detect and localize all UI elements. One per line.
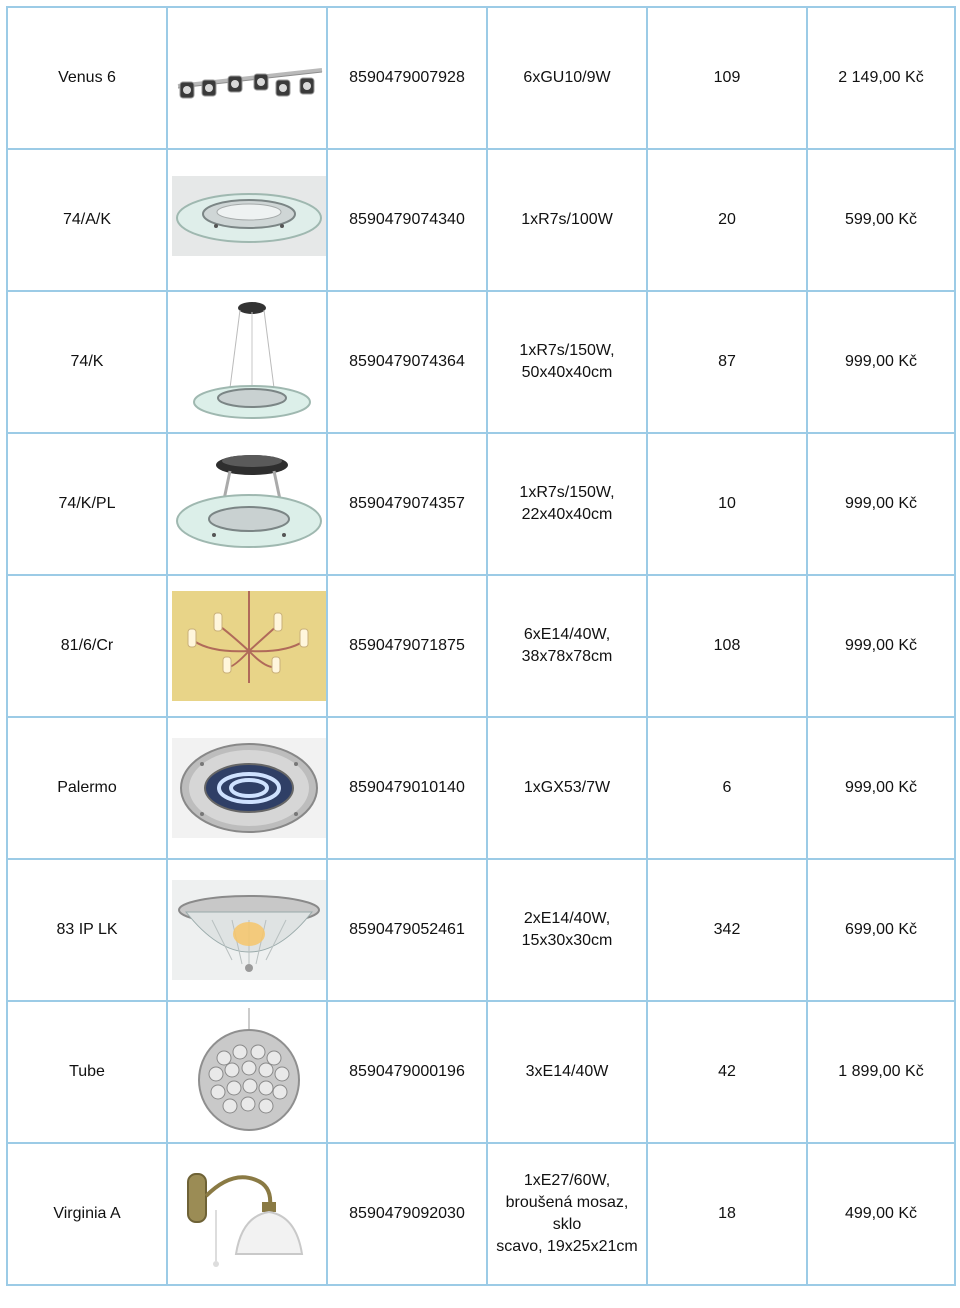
spec-line: 3xE14/40W (525, 1063, 609, 1080)
ceiling-glass-disc-icon (172, 170, 326, 270)
product-name: Virginia A (7, 1143, 167, 1285)
table-row (7, 717, 955, 859)
product-name: Tube (7, 1001, 167, 1143)
ean-code: 8590479010140 (327, 717, 487, 859)
price: 2 149,00 Kč (807, 7, 955, 149)
spec-line: 50x40x40cm (521, 364, 613, 381)
product-image-cell (167, 717, 327, 859)
product-image-cell (167, 575, 327, 717)
ribbed-glass-ceiling-icon (172, 880, 326, 980)
ean-code: 8590479071875 (327, 575, 487, 717)
stock-quantity: 108 (647, 575, 807, 717)
spec-line: 2xE14/40W, (523, 910, 611, 927)
price: 999,00 Kč (807, 291, 955, 433)
price: 999,00 Kč (807, 575, 955, 717)
product-image-cell (167, 291, 327, 433)
product-image-cell (167, 1001, 327, 1143)
product-name: Venus 6 (7, 7, 167, 149)
spotlight-bar-icon (172, 28, 326, 128)
recessed-ground-light-icon (172, 738, 326, 838)
table-row (7, 7, 955, 149)
spec-cell (487, 717, 647, 859)
product-catalog-page (6, 6, 954, 1286)
spec-line: 6xGU10/9W (523, 69, 611, 86)
price: 699,00 Kč (807, 859, 955, 1001)
stock-quantity: 87 (647, 291, 807, 433)
product-name: 83 IP LK (7, 859, 167, 1001)
spec-cell (487, 859, 647, 1001)
product-name: 74/K (7, 291, 167, 433)
product-image-cell (167, 433, 327, 575)
product-name: 81/6/Cr (7, 575, 167, 717)
spec-line: 6xE14/40W, (523, 626, 611, 643)
product-image-cell (167, 149, 327, 291)
spec-line: 15x30x30cm (521, 932, 613, 949)
spec-line: 38x78x78cm (521, 648, 613, 665)
stock-quantity: 6 (647, 717, 807, 859)
spec-line: 1xR7s/100W (521, 211, 613, 228)
crystal-ball-pendant-icon (172, 1008, 326, 1136)
wall-sconce-icon (172, 1150, 326, 1278)
spec-cell (487, 1001, 647, 1143)
ean-code: 8590479074364 (327, 291, 487, 433)
spec-line: 22x40x40cm (521, 506, 613, 523)
product-table (6, 6, 956, 1286)
product-image-cell (167, 1143, 327, 1285)
product-name: 74/A/K (7, 149, 167, 291)
candle-chandelier-icon (172, 591, 326, 701)
product-name: 74/K/PL (7, 433, 167, 575)
table-row (7, 1001, 955, 1143)
table-row (7, 859, 955, 1001)
price: 1 899,00 Kč (807, 1001, 955, 1143)
price: 999,00 Kč (807, 717, 955, 859)
table-row (7, 149, 955, 291)
spec-cell (487, 575, 647, 717)
ean-code: 8590479052461 (327, 859, 487, 1001)
table-row (7, 291, 955, 433)
stock-quantity: 18 (647, 1143, 807, 1285)
stock-quantity: 342 (647, 859, 807, 1001)
spec-line: 1xR7s/150W, (519, 484, 615, 501)
ean-code: 8590479000196 (327, 1001, 487, 1143)
product-name: Palermo (7, 717, 167, 859)
stock-quantity: 109 (647, 7, 807, 149)
spec-line: broušená mosaz, sklo (505, 1194, 629, 1233)
stock-quantity: 20 (647, 149, 807, 291)
spec-cell (487, 7, 647, 149)
price: 999,00 Kč (807, 433, 955, 575)
spec-cell (487, 433, 647, 575)
spec-line: 1xGX53/7W (523, 779, 611, 796)
ean-code: 8590479007928 (327, 7, 487, 149)
price: 599,00 Kč (807, 149, 955, 291)
ean-code: 8590479074357 (327, 433, 487, 575)
semi-flush-glass-disc-icon (172, 449, 326, 559)
spec-cell (487, 149, 647, 291)
price: 499,00 Kč (807, 1143, 955, 1285)
ean-code: 8590479074340 (327, 149, 487, 291)
table-row (7, 433, 955, 575)
table-row (7, 1143, 955, 1285)
product-image-cell (167, 7, 327, 149)
spec-line: scavo, 19x25x21cm (496, 1238, 638, 1255)
spec-cell (487, 291, 647, 433)
product-image-cell (167, 859, 327, 1001)
spec-line: 1xE27/60W, (523, 1172, 611, 1189)
spec-line: 1xR7s/150W, (519, 342, 615, 359)
stock-quantity: 10 (647, 433, 807, 575)
pendant-glass-disc-icon (172, 298, 326, 426)
table-row (7, 575, 955, 717)
spec-cell (487, 1143, 647, 1285)
ean-code: 8590479092030 (327, 1143, 487, 1285)
stock-quantity: 42 (647, 1001, 807, 1143)
